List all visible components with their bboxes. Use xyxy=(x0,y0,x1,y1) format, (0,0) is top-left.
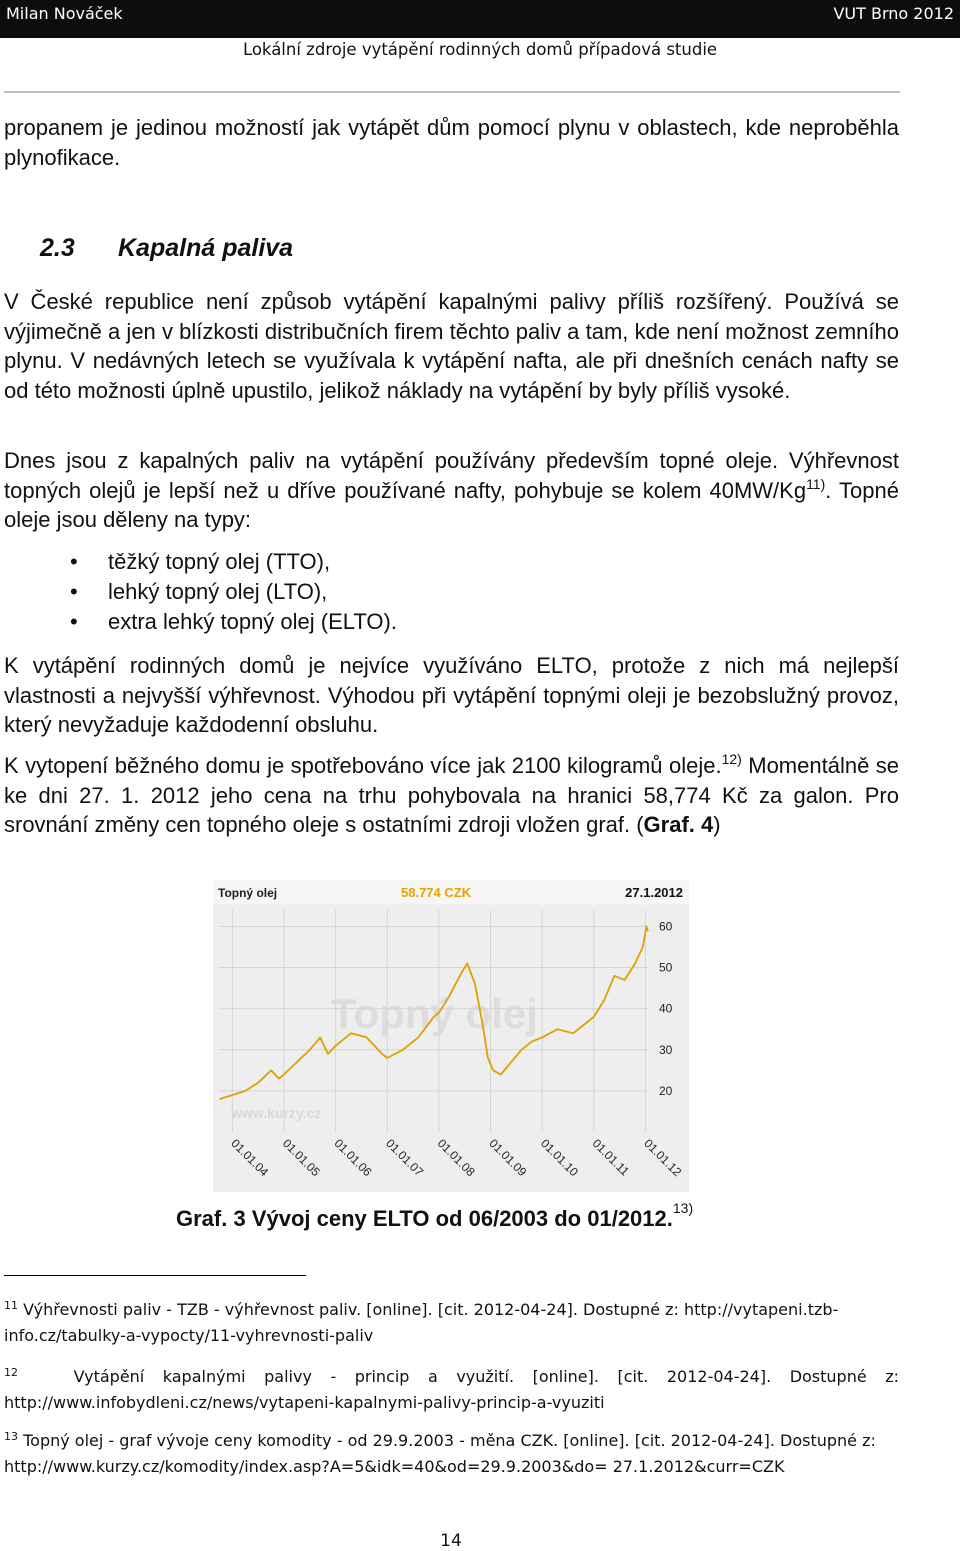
chart-source-watermark: www.kurzy.cz xyxy=(231,1105,322,1121)
chart-title: Topný olej xyxy=(218,886,278,900)
chart-current-value: 58.774 CZK xyxy=(401,885,472,900)
page-number: 14 xyxy=(440,1531,462,1551)
paragraph-2 xyxy=(4,446,899,535)
list-item: • těžký topný olej (TTO), xyxy=(70,547,397,577)
footnote-text: Výhřevnosti paliv - TZB - výhřevnost paliv. [online]. [cit. 2012-04-24]. Dostupné z: http://vytapeni.tzb-info.cz/tabulky-a-vypocty/11-vyhrevnosti-paliv xyxy=(4,1300,839,1345)
x-tick-label: 01.01.05 xyxy=(279,1136,323,1180)
graf-ref: Graf. 4 xyxy=(643,812,714,838)
paragraph-4-lead: K vytopení běžného domu je spotřebováno více jak 2100 kilogramů oleje. xyxy=(4,753,722,778)
header-divider xyxy=(4,91,900,93)
y-tick-label: 20 xyxy=(659,1083,673,1098)
figure-caption xyxy=(176,1200,694,1232)
y-tick-label: 60 xyxy=(659,919,673,934)
x-tick-label: 01.01.06 xyxy=(331,1136,375,1180)
paragraph-2-lead: Dnes jsou z kapalných paliv na vytápění používány především topné oleje. Výhřevnost topných olejů je lepší než u dříve používané nafty, pohybuje se kolem 40MW/Kg xyxy=(4,448,899,503)
y-tick-label: 50 xyxy=(659,960,673,975)
x-tick-label: 01.01.12 xyxy=(641,1136,685,1180)
footnote-text: Vytápění kapalnými palivy - princip a využití. [online]. [cit. 2012-04-24]. Dostupné z: http://www.infobydleni.cz/news/vytapeni-kapalnymi-palivy-princip-a-vyuziti xyxy=(4,1367,900,1412)
footnote-13 xyxy=(4,1428,899,1480)
price-chart xyxy=(213,880,689,1192)
list-item: • extra lehký topný olej (ELTO). xyxy=(70,607,397,637)
footnote-text: Topný olej - graf vývoje ceny komodity - od 29.9.2003 - měna CZK. [online]. [cit. 2012-04-24]. Dostupné z: http://www.kurzy.cz/komodity/index.asp?A=5&idk=40&od=29.9.2003&do= 27.1.2012&curr=CZK xyxy=(4,1431,876,1476)
chart-watermark: Topný olej xyxy=(331,990,538,1037)
x-tick-label: 01.01.09 xyxy=(486,1136,530,1180)
intro-paragraph: propanem je jedinou možností jak vytápět dům pomocí plynu v oblastech, kde neproběhla plynofikace. xyxy=(4,115,899,170)
paragraph-4-close: ) xyxy=(713,812,721,838)
x-tick-label: 01.01.11 xyxy=(589,1136,632,1179)
caption-text: Graf. 3 Vývoj ceny ELTO od 06/2003 do 01/2012. xyxy=(176,1206,673,1231)
paragraph-4 xyxy=(4,751,899,840)
y-tick-label: 30 xyxy=(659,1042,673,1057)
paragraph-2-tail: . Topné oleje jsou děleny na typy: xyxy=(4,477,899,533)
footnote-ref-13: 13) xyxy=(672,1200,694,1216)
y-tick-label: 40 xyxy=(659,1001,673,1016)
footnote-ref-11: 11) xyxy=(806,475,826,492)
footnote-divider xyxy=(4,1275,306,1276)
footnote-12 xyxy=(4,1364,899,1416)
x-tick-label: 01.01.07 xyxy=(383,1136,427,1180)
chart-date: 27.1.2012 xyxy=(625,885,683,900)
header-author: Milan Nováček xyxy=(6,4,123,23)
list-item: • lehký topný olej (LTO), xyxy=(70,577,397,607)
paragraph-3: K vytápění rodinných domů je nejvíce využíváno ELTO, protože z nich má nejlepší vlastnosti a nejvyšší výhřevnost. Výhodou při vytápění topnými oleji je bezobslužný provoz, který nevyžaduje každodenní obsluhu. xyxy=(4,653,899,738)
x-tick-label: 01.01.08 xyxy=(434,1136,478,1180)
paragraph-4-tail: Momentálně se ke dni 27. 1. 2012 jeho cena na trhu pohybovala na hranici 58,774 Kč za galon. Pro srovnání změny cen topného oleje s ostatními zdroji vložen graf. ( xyxy=(4,753,899,838)
footnote-ref-12: 12) xyxy=(721,751,742,767)
section-title: Kapalná paliva xyxy=(118,234,294,262)
page-header xyxy=(0,0,960,38)
header-institution: VUT Brno 2012 xyxy=(833,4,954,23)
footnote-number: 11 xyxy=(4,1299,18,1312)
section-heading xyxy=(40,234,293,263)
x-tick-label: 01.01.04 xyxy=(228,1136,272,1180)
footnote-number: 12 xyxy=(4,1366,18,1379)
paragraph-1: V České republice není způsob vytápění kapalnými palivy příliš rozšířený. Používá se výjimečně a jen v blízkosti distribučních firem těchto paliv a tam, kde není možnost zemního plynu. V nedávných letech se využívala k vytápění nafta, ale při dnešních cenách nafty se od této možnosti úplně upustilo, jelikož náklady na vytápění by byly příliš vysoké. xyxy=(4,289,899,403)
footnote-11 xyxy=(4,1297,899,1349)
section-number: 2.3 xyxy=(40,234,75,262)
footnote-number: 13 xyxy=(4,1430,18,1443)
oil-type-list xyxy=(70,547,397,637)
x-tick-label: 01.01.10 xyxy=(538,1136,581,1180)
header-subtitle: Lokální zdroje vytápění rodinných domů případová studie xyxy=(242,40,718,59)
